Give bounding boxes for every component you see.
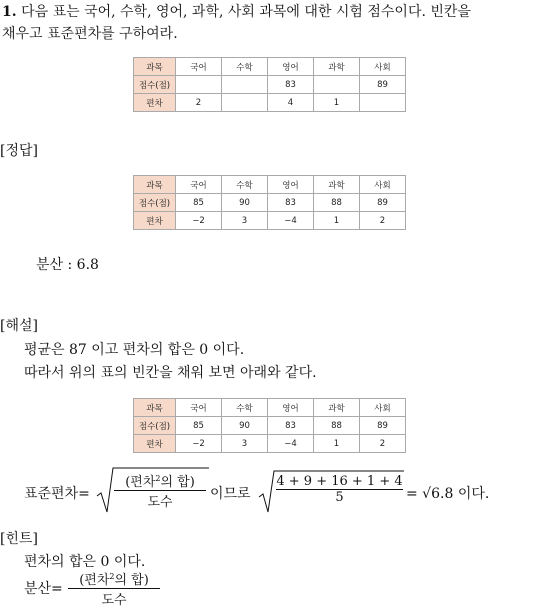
explanation-label: [해설] (0, 318, 38, 334)
num-part-b: 의 합) (160, 475, 195, 490)
table-cell: 수학 (222, 58, 268, 76)
problem-table (133, 57, 406, 112)
table-cell: 89 (360, 194, 406, 212)
table-cell: 4 (268, 94, 314, 112)
table-cell: 85 (176, 417, 222, 435)
table-cell (222, 94, 268, 112)
problem-text-1: 다음 표는 국어, 수학, 영어, 과학, 사회 과목에 대한 시험 점수이다. 빈칸을 (21, 4, 471, 20)
std-fraction-1 (114, 471, 206, 510)
table-header-cell: 점수(점) (134, 417, 176, 435)
table-cell: 89 (360, 76, 406, 94)
table-cell: −2 (176, 435, 222, 453)
problem-line-1 (2, 2, 471, 22)
table-cell: 국어 (176, 399, 222, 417)
fraction-numerator (114, 471, 206, 490)
num-part-a: (편차 (79, 573, 110, 588)
table-row (134, 76, 406, 94)
table-cell (176, 76, 222, 94)
table-cell: 85 (176, 194, 222, 212)
num-exponent: 2 (155, 474, 161, 483)
table-row (134, 399, 406, 417)
variance-fraction (68, 569, 160, 608)
table-cell: 국어 (176, 58, 222, 76)
table-cell (222, 76, 268, 94)
std-result: = √6.8 이다. (406, 486, 490, 502)
table-cell: 과학 (314, 399, 360, 417)
table-header-cell: 과목 (134, 399, 176, 417)
answer-table (133, 175, 406, 230)
explanation-table (133, 398, 406, 453)
table-cell: 90 (222, 194, 268, 212)
std-prefix: 표준편차= (24, 486, 90, 502)
table-cell: 사회 (360, 399, 406, 417)
fraction-denominator: 도수 (147, 495, 173, 510)
table-cell: −4 (268, 435, 314, 453)
table-cell: 과학 (314, 58, 360, 76)
table-cell (360, 94, 406, 112)
table-cell: 83 (268, 417, 314, 435)
table-cell: 수학 (222, 176, 268, 194)
table-cell: 수학 (222, 399, 268, 417)
table-cell: 83 (268, 194, 314, 212)
table-row (134, 176, 406, 194)
table-row (134, 94, 406, 112)
table-cell: 2 (360, 212, 406, 230)
std-middle: 이므로 (210, 486, 251, 502)
variance-prefix: 분산= (24, 581, 63, 597)
table-header-cell: 점수(점) (134, 76, 176, 94)
fraction-numerator: 4 + 9 + 16 + 1 + 4 (276, 474, 403, 489)
num-part-a: (편차 (125, 475, 156, 490)
table-cell: 3 (222, 212, 268, 230)
table-header-cell: 편차 (134, 212, 176, 230)
num-exponent: 2 (109, 572, 115, 581)
num-part-b: 의 합) (114, 573, 149, 588)
table-cell: 과학 (314, 176, 360, 194)
explanation-line-1: 평균은 87 이고 편차의 합은 0 이다. (24, 342, 245, 358)
table-cell: 1 (314, 212, 360, 230)
table-cell: 영어 (268, 58, 314, 76)
table-cell: 2 (360, 435, 406, 453)
table-cell: 3 (222, 435, 268, 453)
table-header-cell: 과목 (134, 176, 176, 194)
explanation-line-2: 따라서 위의 표의 빈칸을 채워 보면 아래와 같다. (24, 365, 317, 381)
problem-line-2: 채우고 표준편차를 구하여라. (2, 26, 178, 42)
table-cell: 사회 (360, 58, 406, 76)
fraction-denominator: 5 (335, 490, 344, 505)
table-row (134, 212, 406, 230)
table-cell: 90 (222, 417, 268, 435)
table-cell: 영어 (268, 176, 314, 194)
table-cell: 88 (314, 417, 360, 435)
table-header-cell: 편차 (134, 435, 176, 453)
fraction-denominator: 도수 (101, 593, 127, 608)
table-cell: 88 (314, 194, 360, 212)
answer-variance: 분산 : 6.8 (36, 257, 99, 273)
table-header-cell: 점수(점) (134, 194, 176, 212)
table-cell: 1 (314, 94, 360, 112)
table-cell: −4 (268, 212, 314, 230)
table-cell (314, 76, 360, 94)
table-cell: 2 (176, 94, 222, 112)
table-cell: 83 (268, 76, 314, 94)
problem-number: 1. (2, 4, 17, 20)
table-cell: 1 (314, 435, 360, 453)
table-row (134, 194, 406, 212)
fraction-numerator (68, 569, 160, 588)
table-cell: 영어 (268, 399, 314, 417)
table-cell: 89 (360, 417, 406, 435)
table-row (134, 58, 406, 76)
hint-line-1: 편차의 합은 0 이다. (24, 554, 146, 570)
table-row (134, 417, 406, 435)
answer-label: [정답] (0, 143, 38, 159)
table-cell: 국어 (176, 176, 222, 194)
table-header-cell: 편차 (134, 94, 176, 112)
table-row (134, 435, 406, 453)
table-header-cell: 과목 (134, 58, 176, 76)
hint-label: [힌트] (0, 531, 38, 547)
std-fraction-2 (276, 474, 403, 505)
table-cell: −2 (176, 212, 222, 230)
table-cell: 사회 (360, 176, 406, 194)
